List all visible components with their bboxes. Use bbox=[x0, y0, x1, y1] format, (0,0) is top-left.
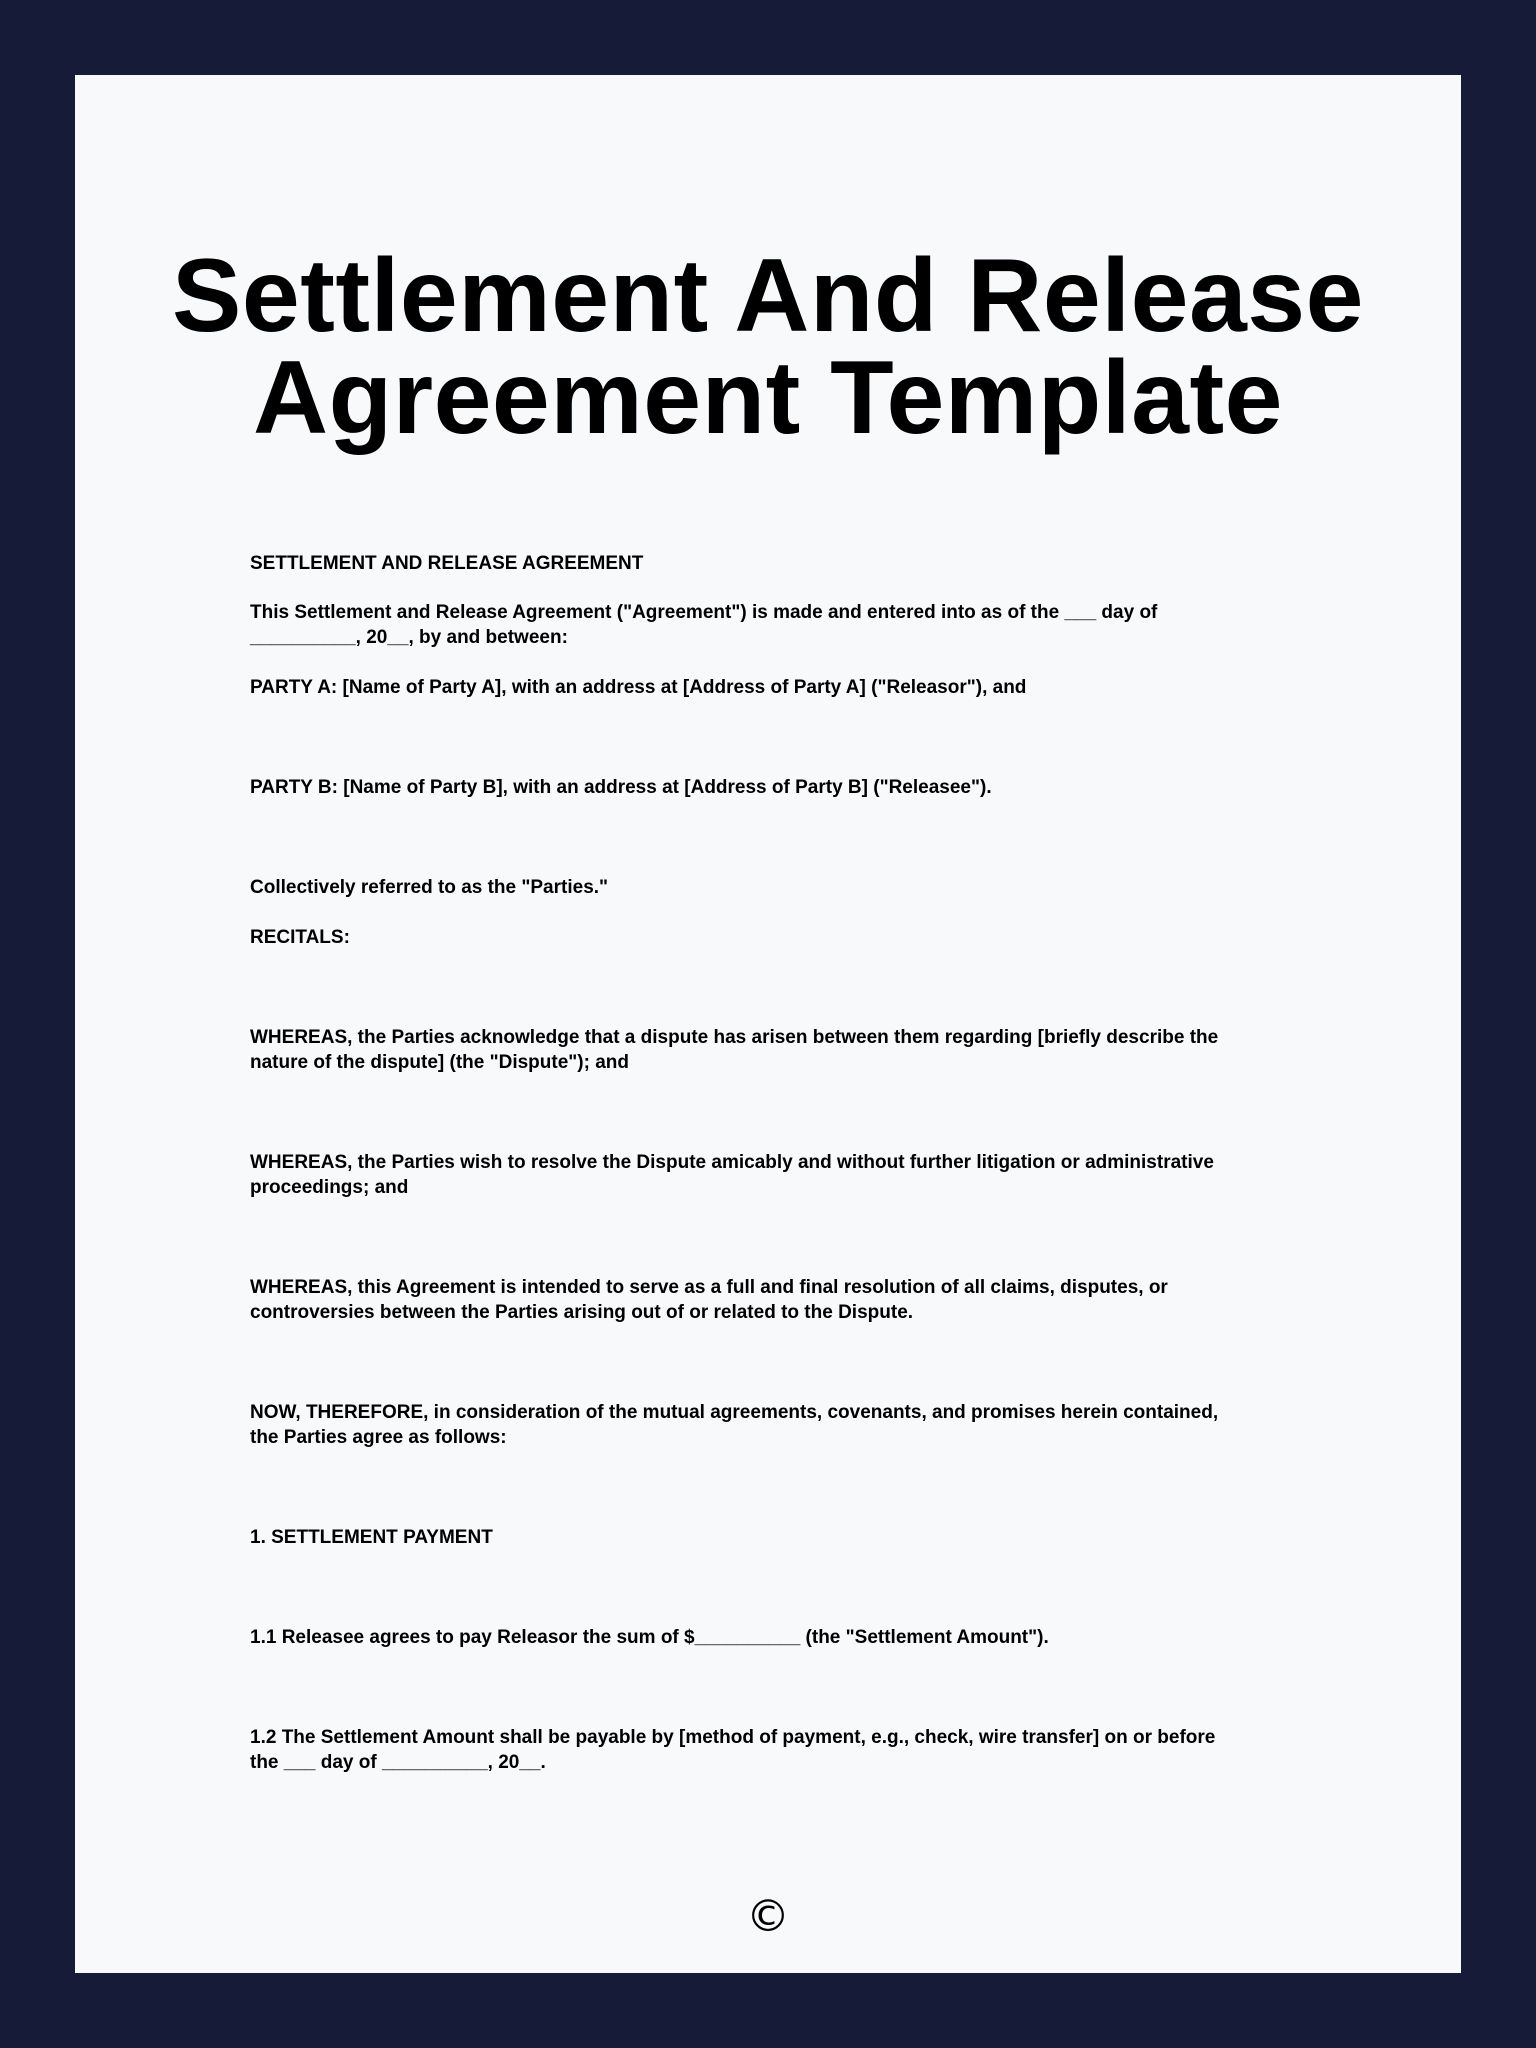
recitals-heading: RECITALS: bbox=[250, 927, 350, 948]
whereas-3-paragraph bbox=[250, 1275, 1360, 1325]
whereas-2-line-2: proceedings; and bbox=[250, 1177, 409, 1198]
clause-1-2-line-2: the ___ day of __________, 20__. bbox=[250, 1752, 546, 1773]
clause-1-2-line-1: 1.2 The Settlement Amount shall be payable by [method of payment, e.g., check, wire transfer] on or before bbox=[250, 1727, 1216, 1748]
copyright-icon: © bbox=[746, 1891, 790, 1942]
intro-paragraph bbox=[250, 600, 1360, 650]
clause-1-1: 1.1 Releasee agrees to pay Releasor the sum of $__________ (the "Settlement Amount"). bbox=[250, 1627, 1049, 1648]
section-1-heading: 1. SETTLEMENT PAYMENT bbox=[250, 1527, 493, 1548]
party-a-paragraph: PARTY A: [Name of Party A], with an address at [Address of Party A] ("Releasor"), and bbox=[250, 677, 1027, 698]
whereas-1-paragraph bbox=[250, 1025, 1360, 1075]
whereas-2-paragraph bbox=[250, 1150, 1360, 1200]
whereas-3-line-2: controversies between the Parties arising out of or related to the Dispute. bbox=[250, 1302, 914, 1323]
whereas-1-line-1: WHEREAS, the Parties acknowledge that a dispute has arisen between them regarding [briefly describe the bbox=[250, 1027, 1219, 1048]
collectively-paragraph: Collectively referred to as the "Parties." bbox=[250, 877, 609, 898]
now-therefore-paragraph bbox=[250, 1400, 1360, 1450]
document-title bbox=[75, 238, 1461, 456]
document-page bbox=[75, 75, 1461, 1973]
whereas-2-line-1: WHEREAS, the Parties wish to resolve the Dispute amicably and without further litigation or administrative bbox=[250, 1152, 1214, 1173]
title-line-1: Settlement And Release bbox=[172, 238, 1364, 354]
now-therefore-line-2: the Parties agree as follows: bbox=[250, 1427, 507, 1448]
clause-1-2 bbox=[250, 1725, 1360, 1775]
agreement-heading: SETTLEMENT AND RELEASE AGREEMENT bbox=[250, 553, 644, 574]
intro-line-2: __________, 20__, by and between: bbox=[250, 627, 568, 648]
party-b-paragraph: PARTY B: [Name of Party B], with an address at [Address of Party B] ("Releasee"). bbox=[250, 777, 992, 798]
intro-line-1: This Settlement and Release Agreement ("Agreement") is made and entered into as of the ___ day of bbox=[250, 602, 1158, 623]
now-therefore-line-1: NOW, THEREFORE, in consideration of the mutual agreements, covenants, and promises herein contained, bbox=[250, 1402, 1219, 1423]
title-line-2: Agreement Template bbox=[252, 340, 1283, 456]
whereas-3-line-1: WHEREAS, this Agreement is intended to serve as a full and final resolution of all claims, disputes, or bbox=[250, 1277, 1168, 1298]
whereas-1-line-2: nature of the dispute] (the "Dispute"); and bbox=[250, 1052, 630, 1073]
